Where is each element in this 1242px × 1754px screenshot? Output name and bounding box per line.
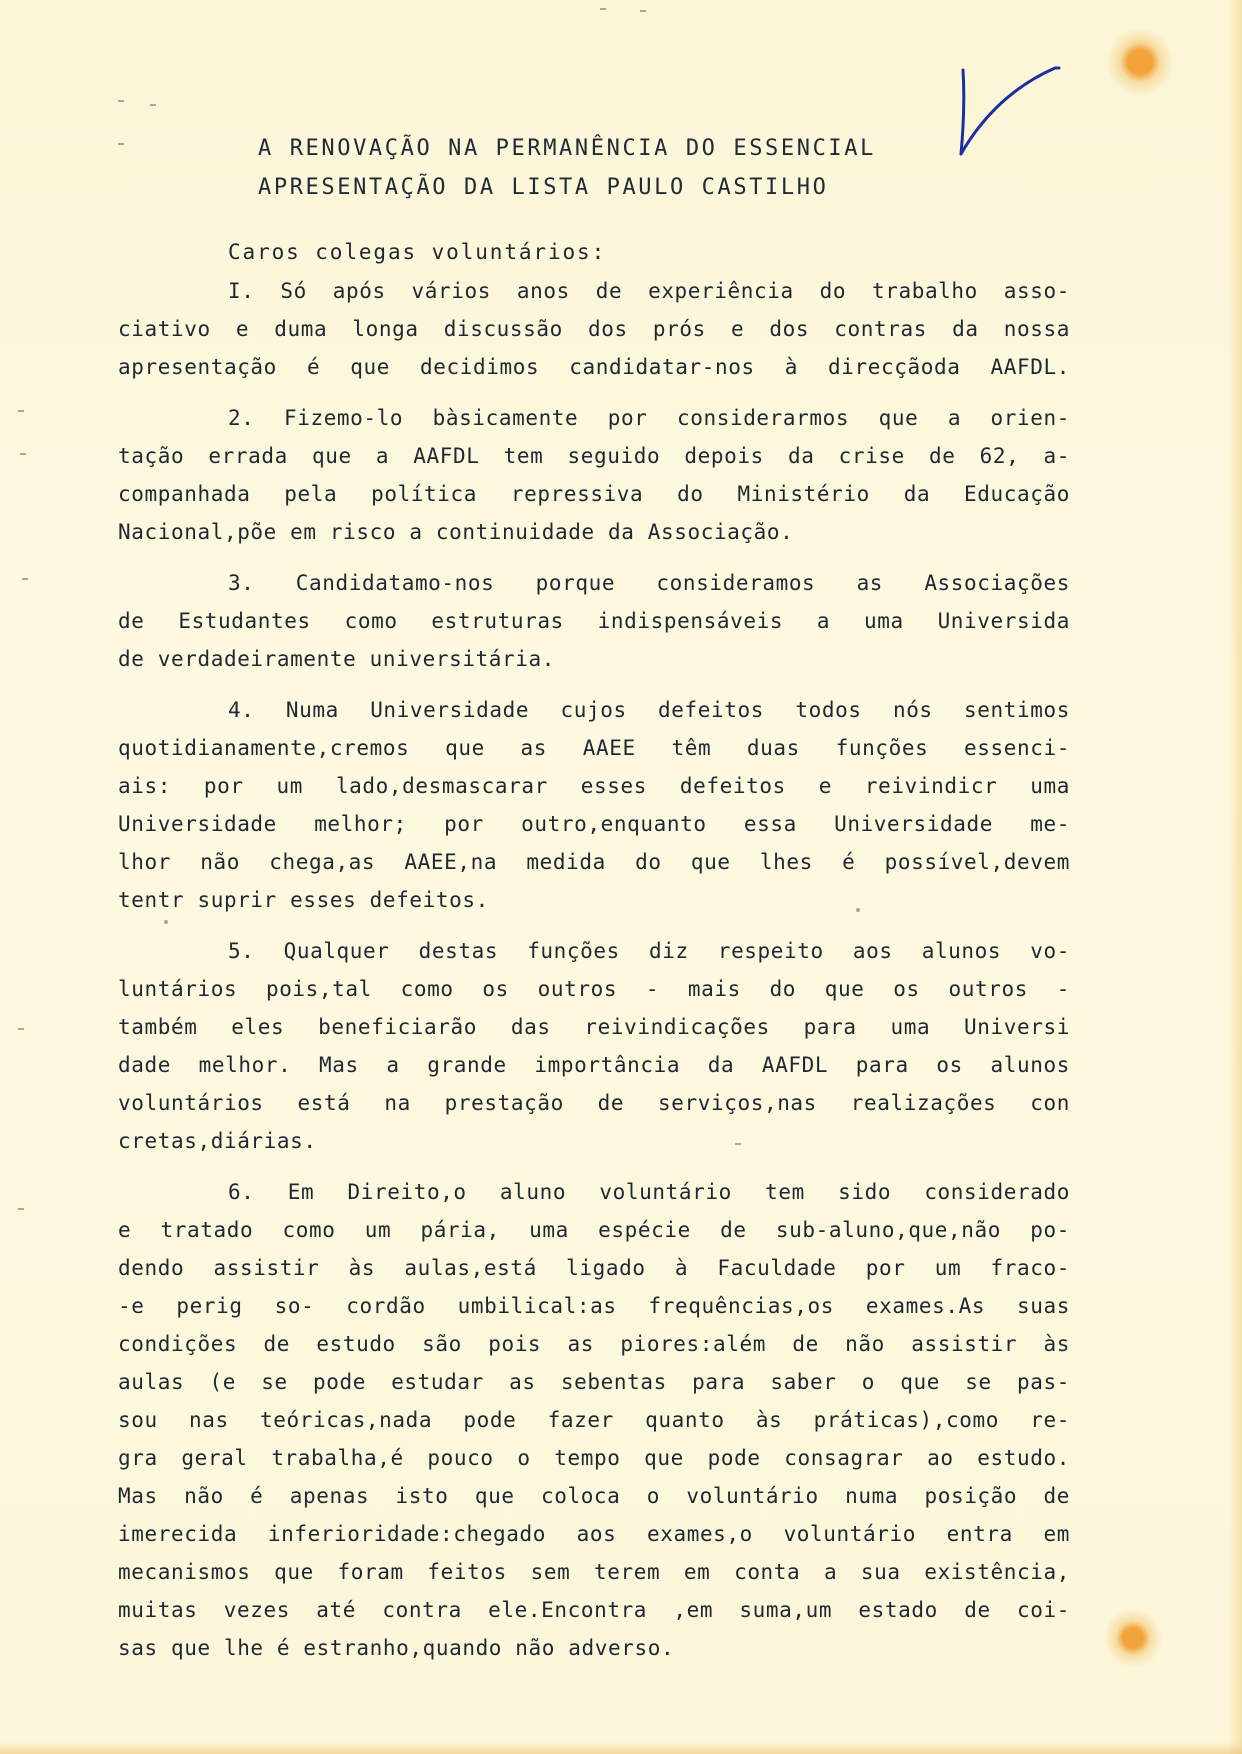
document-subtitle: APRESENTAÇÃO DA LISTA PAULO CASTILHO: [258, 175, 829, 200]
scan-speck: [18, 1208, 24, 1210]
paragraph-6-line: -e perig so- cordão umbilical:as frequências,os exames.As suas: [118, 1294, 1070, 1318]
paragraph-3-line: de verdadeiramente universitária.: [118, 647, 556, 671]
scan-speck: [164, 920, 168, 924]
scan-speck: [118, 143, 124, 145]
paragraph-1-line: ciativo e duma longa discussão dos prós e dos contras da nossa: [118, 317, 1070, 341]
paragraph-6-line: e tratado como um pária, uma espécie de sub-aluno,que,não po-: [118, 1218, 1070, 1242]
paragraph-5-line: voluntários está na prestação de serviços,nas realizações con: [118, 1091, 1070, 1115]
paragraph-6-line: sas que lhe é estranho,quando não adverso.: [118, 1636, 675, 1660]
paragraph-5-line: dade melhor. Mas a grande importância da AAFDL para os alunos: [118, 1053, 1070, 1077]
scan-speck: [20, 453, 26, 455]
paragraph-6-line: sou nas teóricas,nada pode fazer quanto às práticas),como re-: [118, 1408, 1070, 1432]
scan-speck: [22, 578, 28, 580]
paragraph-2-line: tação errada que a AAFDL tem seguido depois da crise de 62, a-: [118, 444, 1070, 468]
paragraph-6-line: dendo assistir às aulas,está ligado à Faculdade por um fraco-: [118, 1256, 1070, 1280]
scan-speck: [600, 8, 606, 10]
paragraph-6-line: gra geral trabalha,é pouco o tempo que pode consagrar ao estudo.: [118, 1446, 1070, 1470]
paragraph-6-line: aulas (e se pode estudar as sebentas para saber o que se pas-: [118, 1370, 1070, 1394]
paragraph-3-line: 3. Candidatamo-nos porque consideramos as Associações: [228, 571, 1070, 595]
paragraph-2-line: companhada pela política repressiva do Ministério da Educação: [118, 482, 1070, 506]
paragraph-6-line: condições de estudo são pois as piores:além de não assistir às: [118, 1332, 1070, 1356]
handwritten-check-mark-icon: [955, 62, 1065, 162]
paragraph-1-line: I. Só após vários anos de experiência do trabalho asso-: [228, 279, 1070, 303]
paragraph-5-line: 5. Qualquer destas funções diz respeito aos alunos vo-: [228, 939, 1070, 963]
paragraph-4-line: ais: por um lado,desmascarar esses defeitos e reivindicr uma: [118, 774, 1070, 798]
scan-speck: [18, 1028, 24, 1030]
paragraph-4-line: Universidade melhor; por outro,enquanto essa Universidade me-: [118, 812, 1070, 836]
paragraph-4-line: 4. Numa Universidade cujos defeitos todos nós sentimos: [228, 698, 1070, 722]
scan-speck: [640, 10, 646, 12]
paragraph-5-line: também eles beneficiarão das reivindicações para uma Universi: [118, 1015, 1070, 1039]
paragraph-2-line: 2. Fizemo-lo bàsicamente por considerarmos que a orien-: [228, 406, 1070, 430]
paragraph-6-line: Mas não é apenas isto que coloca o voluntário numa posição de: [118, 1484, 1070, 1508]
paragraph-5-line: luntários pois,tal como os outros - mais do que os outros -: [118, 977, 1070, 1001]
paragraph-1-line: apresentação é que decidimos candidatar-nos à direcçãoda AAFDL.: [118, 355, 1070, 379]
paragraph-6-line: mecanismos que foram feitos sem terem em conta a sua existência,: [118, 1560, 1070, 1584]
paragraph-2-line: Nacional,põe em risco a continuidade da Associação.: [118, 520, 794, 544]
paragraph-4-line: tentr suprir esses defeitos.: [118, 888, 489, 912]
paragraph-5-line: cretas,diárias.: [118, 1129, 317, 1153]
scan-speck: [118, 100, 124, 102]
scan-speck: [18, 410, 24, 412]
paragraph-4-line: lhor não chega,as AAEE,na medida do que lhes é possível,devem: [118, 850, 1070, 874]
paragraph-6-line: 6. Em Direito,o aluno voluntário tem sido considerado: [228, 1180, 1070, 1204]
page-bottom-shadow: [0, 1742, 1242, 1754]
paragraph-6-line: muitas vezes até contra ele.Encontra ,em suma,um estado de coi-: [118, 1598, 1070, 1622]
paragraph-3-line: de Estudantes como estruturas indispensáveis a uma Universida: [118, 609, 1070, 633]
document-title: A RENOVAÇÃO NA PERMANÊNCIA DO ESSENCIAL: [258, 136, 876, 161]
paragraph-4-line: quotidianamente,cremos que as AAEE têm duas funções essenci-: [118, 736, 1070, 760]
scan-speck: [150, 104, 156, 106]
page-edge-shadow: [1228, 0, 1242, 1754]
paragraph-6-line: imerecida inferioridade:chegado aos exames,o voluntário entra em: [118, 1522, 1070, 1546]
greeting-line: Caros colegas voluntários:: [228, 240, 607, 264]
